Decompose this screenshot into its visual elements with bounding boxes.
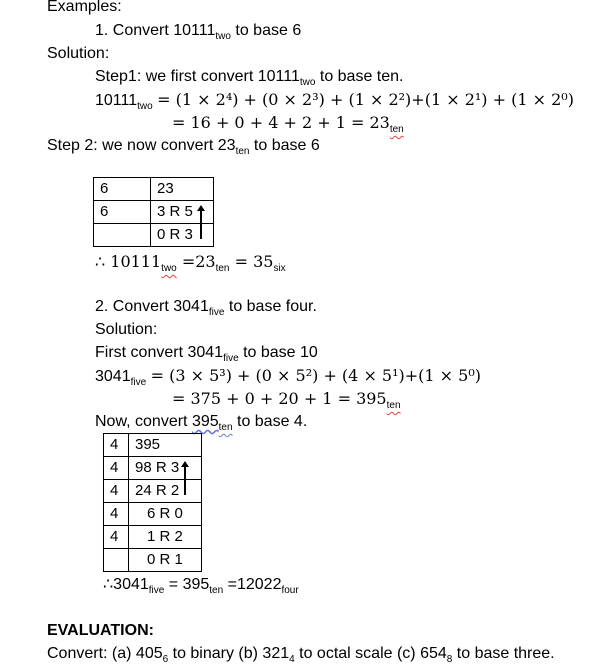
value-cell: 0 R 1 — [129, 549, 202, 572]
divisor-cell: 4 — [104, 434, 129, 457]
divisor-cell: 4 — [104, 526, 129, 549]
value-cell: 395 — [129, 434, 202, 457]
value-cell: 3 R 5 — [151, 201, 214, 224]
value-cell: 24 R 2 — [129, 480, 202, 503]
example2-now-convert: Now, convert $395_{ten}$ to base 4. — [95, 413, 308, 433]
divisor-cell — [104, 549, 129, 572]
example1-division-table — [93, 177, 214, 247]
table-row — [94, 178, 214, 201]
value-cell: 0 R 3 — [151, 224, 214, 247]
example1-solution-label: Solution: — [47, 45, 110, 62]
example1-result: ∴ $10111_{two} =23_{ten} = 35_{six}$ — [95, 252, 286, 274]
evaluation-heading: EVALUATION: — [47, 622, 154, 639]
example1-step2: Step 2: we now convert $23_{ten}$ to base 6 — [47, 137, 320, 157]
example2-result: $\therefore 3041_{five} = 395_{ten} =12022_{four}$ — [103, 576, 299, 596]
table-row — [104, 549, 202, 572]
divisor-cell: 6 — [94, 201, 151, 224]
example1-equation2: = $16 + 0 + 4 + 2 + 1 = 23_{ten}$ — [172, 113, 404, 135]
divisor-cell: 4 — [104, 503, 129, 526]
up-arrow-icon — [197, 205, 205, 219]
example2-title: 2. Convert $3041_{five}$ to base four. — [95, 298, 317, 318]
table-row — [94, 224, 214, 247]
table-row — [94, 201, 214, 224]
divisor-cell: 4 — [104, 480, 129, 503]
examples-heading: Examples: — [47, 0, 122, 15]
example2-equation2: = $375 + 0 + 20 + 1 = 395_{ten}$ — [172, 389, 401, 411]
value-cell: 23 — [151, 178, 214, 201]
divisor-cell: 4 — [104, 457, 129, 480]
table-row — [104, 480, 202, 503]
table-row — [104, 434, 202, 457]
example2-first-step: First convert $3041_{five}$ to base 10 — [95, 344, 318, 364]
table-row — [104, 503, 202, 526]
example1-title: 1. Convert $10111_{two}$ to base 6 — [95, 22, 302, 42]
value-cell: 6 R 0 — [129, 503, 202, 526]
example1-equation1: $10111_{two} = (1 \times 2^4) + (0 \times 2^3) + (1 \times 2^2)+(1 \times 2^1) + (1 \times 2^0)$ — [95, 90, 574, 112]
evaluation-question: Convert: (a) $405_6$ to binary (b) $321_4$ to octal scale (c) $654_8$ to base three. — [47, 645, 555, 665]
divisor-cell — [94, 224, 151, 247]
example2-equation1: $3041_{five} = (3 \times 5^3) + (0 \times 5^2) + (4 \times 5^1)+(1 \times 5^0)$ — [95, 366, 482, 388]
example1-step1: Step1: we first convert $10111_{two}$ to base ten. — [95, 68, 404, 88]
example2-division-table — [103, 433, 202, 572]
divisor-cell: 6 — [94, 178, 151, 201]
value-cell: 1 R 2 — [129, 526, 202, 549]
table-row — [104, 526, 202, 549]
example2-solution-label: Solution: — [95, 321, 158, 338]
table-row — [104, 457, 202, 480]
up-arrow-icon — [181, 461, 189, 475]
value-cell: 98 R 3 — [129, 457, 202, 480]
